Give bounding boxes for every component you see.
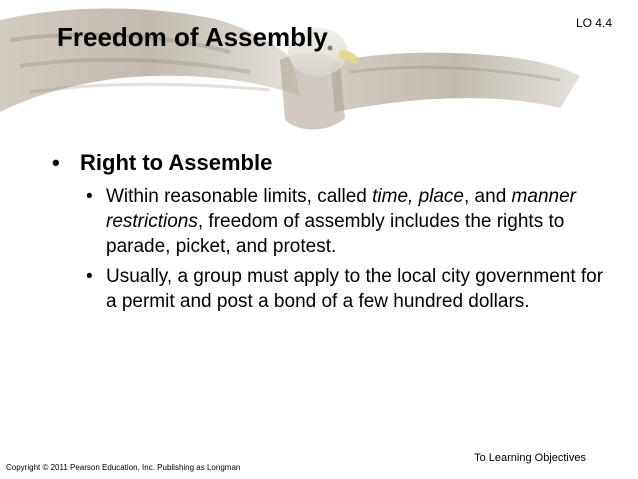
learning-objective-tag: LO 4.4 (575, 16, 612, 30)
sub-bullet-text (106, 184, 612, 259)
text-segment: , and (464, 186, 512, 207)
bullet-heading-text: Right to Assemble (80, 150, 273, 175)
sub-bullet-list (86, 184, 612, 314)
sub-bullet-permit (86, 264, 612, 314)
italic-term-time-place: time, place (372, 186, 464, 207)
copyright-notice: Copyright © 2011 Pearson Education, Inc. Publishing as Longman (6, 463, 241, 472)
bullet-dot-icon: • (86, 186, 93, 207)
bullet-dot-icon: • (52, 150, 60, 175)
sub-bullet-reasonable-limits (86, 184, 612, 259)
text-segment: Within reasonable limits, called (106, 186, 373, 207)
eagle-background-image (0, 0, 638, 140)
bullet-dot-icon: • (86, 266, 93, 287)
text-segment: , freedom of assembly includes the rights to parade, picket, and protest. (106, 211, 565, 257)
slide-content (52, 148, 612, 319)
bullet-right-to-assemble (52, 148, 612, 178)
italic-term-manner-restrictions: manner restrictions (106, 186, 576, 232)
sub-bullet-text: Usually, a group must apply to the local city government for a permit and post a bond of a few hundred dollars. (106, 266, 604, 312)
to-learning-objectives-link[interactable]: To Learning Objectives (474, 452, 586, 464)
slide-title: Freedom of Assembly (57, 22, 328, 52)
